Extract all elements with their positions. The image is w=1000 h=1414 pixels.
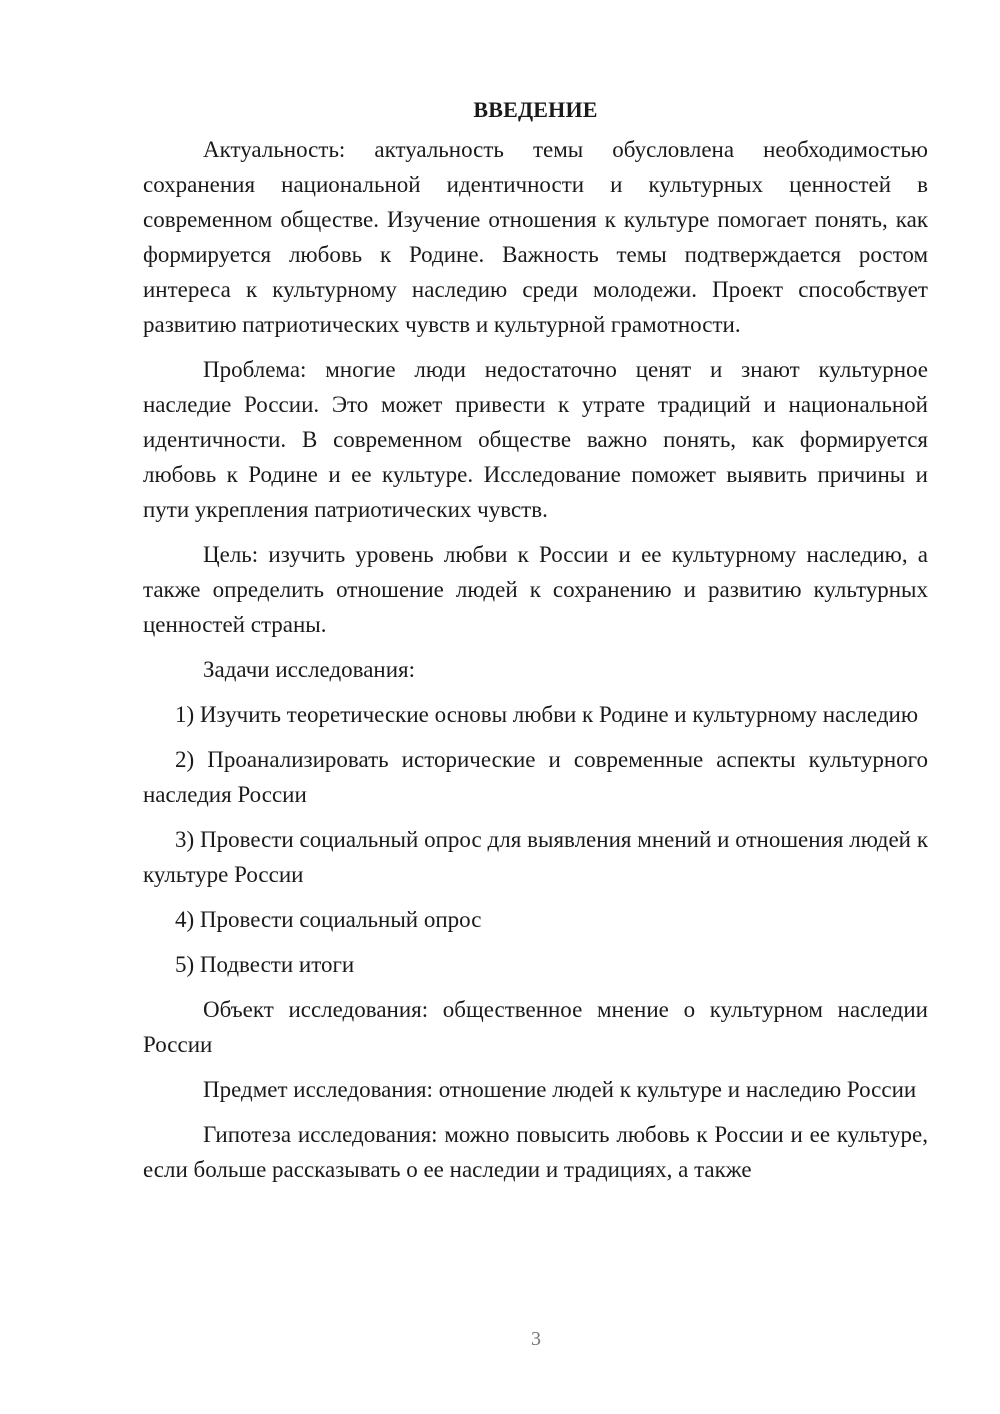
- hypothesis-paragraph: Гипотеза исследования: можно повысить любовь к России и ее культуре, если больше рассказывать о ее наследии и традициях, а также: [143, 1122, 928, 1182]
- task-item-5: 5) Подвести итоги: [175, 952, 355, 977]
- relevance-paragraph: Актуальность: актуальность темы обусловлена необходимостью сохранения национальной идентичности и культурных ценностей в современном обществе. Изучение отношения к культуре помогает понять, как формируется любовь к Родине. Важность темы подтверждается ростом интереса к культурному наследию среди молодежи. Проект способствует развитию патриотических чувств и культурной грамотности.: [143, 137, 928, 337]
- task-item-4: 4) Провести социальный опрос: [175, 907, 482, 932]
- task-item-3: 3) Провести социальный опрос для выявления мнений и отношения людей к культуре России: [143, 827, 928, 887]
- task-item-1: 1) Изучить теоретические основы любви к Родине и культурному наследию: [175, 702, 919, 727]
- page-title: ВВЕДЕНИЕ: [473, 97, 598, 122]
- problem-paragraph: Проблема: многие люди недостаточно ценят и знают культурное наследие России. Это может привести к утрате традиций и национальной идентичности. В современном обществе важно понять, как формируется любовь к Родине и ее культуре. Исследование поможет выявить причины и пути укрепления патриотических чувств.: [143, 357, 928, 522]
- document-page: [143, 92, 928, 1197]
- page-number: 3: [531, 1328, 541, 1350]
- goal-paragraph: Цель: изучить уровень любви к России и ее культурному наследию, а также определить отношение людей к сохранению и развитию культурных ценностей страны.: [143, 542, 928, 637]
- task-item-2: 2) Проанализировать исторические и современные аспекты культурного наследия России: [143, 747, 928, 807]
- subject-paragraph: Предмет исследования: отношение людей к культуре и наследию России: [203, 1077, 917, 1102]
- tasks-heading: Задачи исследования:: [203, 657, 416, 682]
- tasks-list: [143, 697, 928, 982]
- object-paragraph: Объект исследования: общественное мнение о культурном наследии России: [143, 997, 928, 1057]
